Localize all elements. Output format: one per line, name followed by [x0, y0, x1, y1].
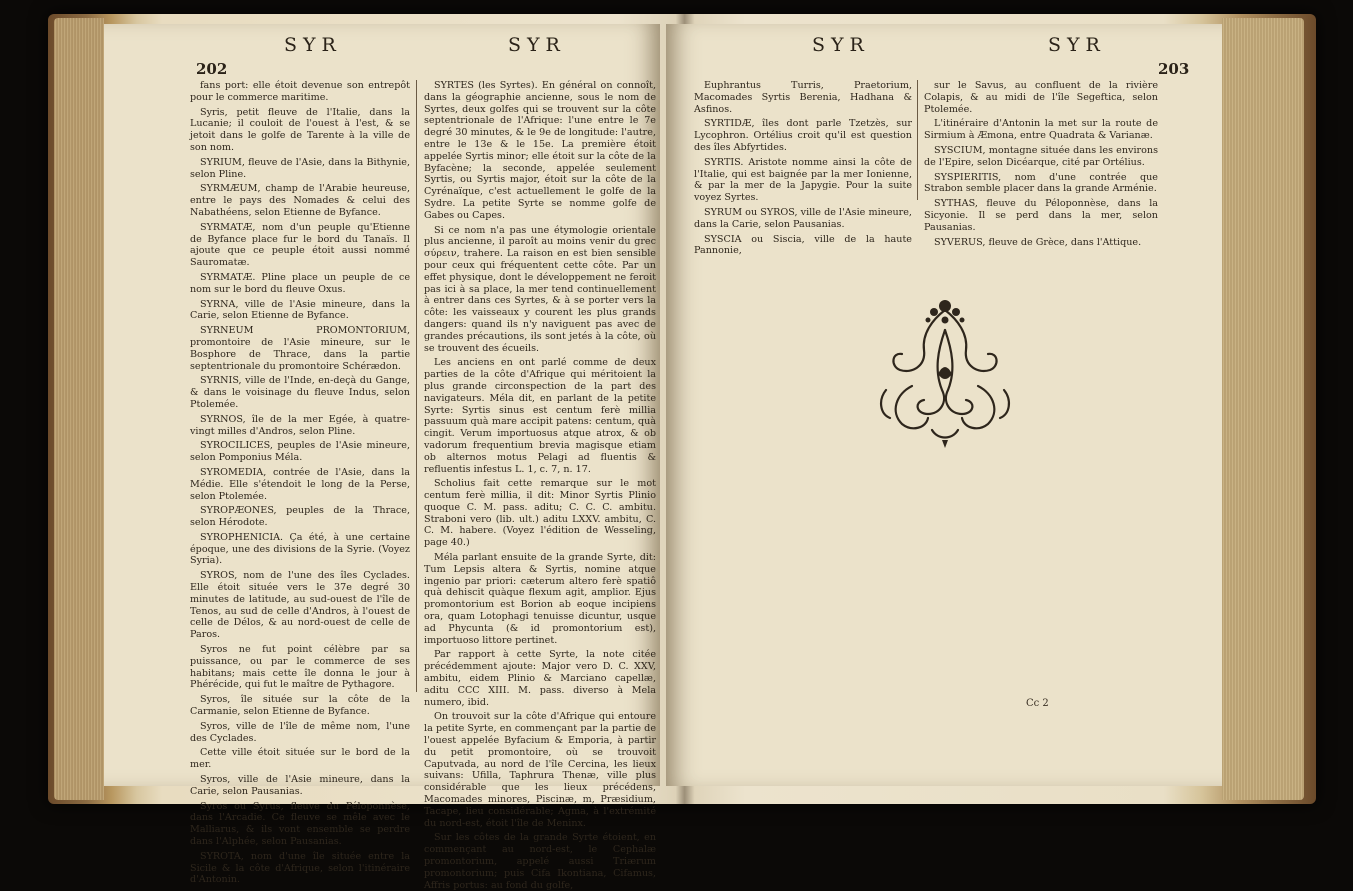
entry-paragraph: Syris, petit fleuve de l'Italie, dans la Lucanie; il couloit de l'ouest à l'est, & se jetoit dans le golfe de Tarente à la ville de son nom.	[190, 106, 410, 153]
entry-paragraph: SYROTA, nom d'une île située entre la Sicile & la côte d'Afrique, selon l'itinéraire d'Antonin.	[190, 850, 410, 886]
printer-signature: Cc 2	[1026, 698, 1049, 709]
entry-paragraph: SYROMEDIA, contrée de l'Asie, dans la Médie. Elle s'étendoit le long de la Perse, selon Ptolemée.	[190, 466, 410, 502]
column-rule	[416, 80, 417, 692]
entry-paragraph: SYRNEUM PROMONTORIUM, promontoire de l'Asie mineure, sur le Bosphore de Thrace, dans la partie septentrionale du promontoire Schérædon.	[190, 325, 410, 372]
entry-paragraph: SYRTIDÆ, îles dont parle Tzetzès, sur Lycophron. Ortélius croit qu'il est question des îles Abfyrtides.	[694, 118, 912, 153]
entry-paragraph: SYTHAS, fleuve du Péloponnèse, dans la Sicyonie. Il se perd dans la mer, selon Pausanias.	[924, 198, 1158, 233]
entry-paragraph: SYRNA, ville de l'Asie mineure, dans la Carie, selon Etienne de Byfance.	[190, 298, 410, 322]
right-page-column-1	[694, 80, 912, 257]
entry-paragraph: SYRUM ou SYROS, ville de l'Asie mineure, dans la Carie, selon Pausanias.	[694, 206, 912, 230]
entry-paragraph: SYRIUM, fleuve de l'Asie, dans la Bithynie, selon Pline.	[190, 156, 410, 180]
page-number-left: 202	[196, 60, 228, 78]
entry-paragraph: Par rapport à cette Syrte, la note citée précédemment ajoute: Major vero D. C. XXV, ambitu, eidem Plinio & Marciano capellæ, aditu CCC XIII. M. pass. diverso à Mela numero, ibid.	[424, 649, 656, 708]
book-page-edges-left	[54, 18, 104, 800]
entry-paragraph: Syros, ville de l'île de même nom, l'une des Cyclades.	[190, 720, 410, 744]
entry-paragraph: SYROPHENICIA. Ça été, à une certaine époque, une des divisions de la Syrie. (Voyez Syria).	[190, 531, 410, 567]
entry-paragraph: fans port: elle étoit devenue son entrepôt pour le commerce maritime.	[190, 80, 410, 103]
entry-paragraph: SYRMÆUM, champ de l'Arabie heureuse, entre le pays des Nomades & celui des Nabathéens, selon Etienne de Byfance.	[190, 183, 410, 218]
entry-paragraph: Euphrantus Turris, Praetorium, Macomades Syrtis Berenia, Hadhana & Asfinos.	[694, 80, 912, 115]
entry-paragraph: SYRMATÆ, nom d'un peuple qu'Etienne de Byfance place fur le bord du Tanaïs. Il ajoute que ce peuple étoit aussi nommé Sauromatæ.	[190, 221, 410, 269]
entry-paragraph: SYRNOS, île de la mer Egée, à quatre-vingt milles d'Andros, selon Pline.	[190, 413, 410, 437]
page-number-right: 203	[1158, 60, 1190, 78]
running-head-left-1: SYR	[284, 34, 342, 56]
entry-paragraph: SYRNIS, ville de l'Inde, en-deçà du Gange, & dans le voisinage du fleuve Indus, selon Ptolemée.	[190, 375, 410, 410]
running-head-right-2: SYR	[1048, 34, 1106, 56]
entry-paragraph: Scholius fait cette remarque sur le mot centum ferè millia, il dit: Minor Syrtis Plinio quoque C. M. pass. aditu; C. C. C. ambitu. Straboni vero (lib. ult.) aditu LXXV. ambitu, C. C. M. habere. (Voyez l'édition de Wesseling, page 40.)	[424, 478, 656, 549]
entry-paragraph: SYSCIA ou Siscia, ville de la haute Pannonie,	[694, 233, 912, 257]
entry-paragraph: Cette ville étoit située sur le bord de la mer.	[190, 747, 410, 771]
book-page-edges-right	[1222, 18, 1304, 800]
entry-paragraph: SYRTIS. Aristote nomme ainsi la côte de l'Italie, qui est baignée par la mer Ionienne, & par la mer de la Japygie. Pour la suite voyez Syrtes.	[694, 156, 912, 204]
vignette-ornament	[872, 290, 1018, 450]
entry-paragraph: Méla parlant ensuite de la grande Syrte, dit: Tum Lepsis altera & Syrtis, nomine atque ingenio par priori: cæterum altero ferè spatiô quà dehiscit quàque flexum agit, amplior. Ejus promontorium est Borion ab eoque incipiens ora, quam Lotophagi tenuisse dicuntur, usque ad Phycunta (& id promontorium est), importuoso littore pertinet.	[424, 552, 656, 646]
running-head-right-1: SYR	[812, 34, 870, 56]
entry-paragraph: SYROS, nom de l'une des îles Cyclades. Elle étoit située vers le 37e degré 30 minutes de latitude, au sud-ouest de l'île de Tenos, au sud de celle d'Andros, à l'ouest de celle de Délos, & au nord-ouest de celle de Paros.	[190, 570, 410, 641]
entry-paragraph: On trouvoit sur la côte d'Afrique qui entoure la petite Syrte, en commençant par la partie de l'ouest appelée Byfacium & Emporia, à partir du petit promontoire, où se trouvoit Caputvada, au nord de l'île Cercina, les lieux suivans: Ufilla, Taphrura Thenæ, ville plus considérable que les lieux précédens, Macomades minores, Piscinæ, m, Præsidium, Tacape, lieu considérable; Agma, à l'extrémité du nord-est, étoit l'île de Meninx.	[424, 711, 656, 829]
entry-paragraph: Syros ou Syrus, fleuve du Péloponnèse, dans l'Arcadie. Ce fleuve se mêle avec le Malliarus, & ils vont ensemble se perdre dans l'Alphée, selon Pausanias.	[190, 800, 410, 848]
entry-paragraph: SYROCILICES, peuples de l'Asie mineure, selon Pomponius Méla.	[190, 440, 410, 464]
left-page-column-2	[424, 80, 656, 891]
entry-paragraph: Syros, île située sur la côte de la Carmanie, selon Etienne de Byfance.	[190, 694, 410, 718]
entry-paragraph: L'itinéraire d'Antonin la met sur la route de Sirmium à Æmona, entre Quadrata & Varianæ.	[924, 118, 1158, 142]
entry-paragraph: SYVERUS, fleuve de Grèce, dans l'Attique.	[934, 236, 1142, 248]
entry-paragraph: Sur les côtes de la grande Syrte étoient, en commençant au nord-est, le Cephalæ promontorium, appelé aussi Triærum promontorium; puis Cifa Ikontiana, Cifamus, Affris portus: au fond du golfe,	[424, 832, 656, 891]
entry-paragraph: SYROPÆONES, peuples de la Thrace, selon Hérodote.	[190, 505, 410, 529]
entry-paragraph: SYSCIUM, montagne située dans les environs de l'Epire, selon Dicéarque, cité par Ortélius.	[924, 144, 1158, 168]
entry-paragraph: SYRMATÆ. Pline place un peuple de ce nom sur le bord du fleuve Oxus.	[190, 271, 410, 295]
entry-paragraph: SYSPIERITIS, nom d'une contrée que Strabon semble placer dans la grande Arménie.	[924, 171, 1158, 195]
entry-paragraph: Syros ne fut point célèbre par sa puissance, ou par le commerce de ses habitans; mais cette île donna le jour à Phérécide, qui fut le maître de Pythagore.	[190, 644, 410, 691]
entry-paragraph: sur le Savus, au confluent de la rivière Colapis, & au midi de l'île Segeftica, selon Ptolemée.	[924, 80, 1158, 115]
left-page-column-1	[190, 80, 410, 886]
entry-paragraph: SYRTES (les Syrtes). En général on connoît, dans la géographie ancienne, sous le nom de Syrtes, deux golfes qui se trouvent sur la côte septentrionale de l'Afrique: l'une entre le 7e degré 30 minutes, & le 9e de longitude: l'autre, entre le 13e & le 15e. La première étoit appelée Syrtis minor; elle étoit sur la côte de la Byfacène; la seconde, appelée seulement Syrtis, ou Syrtis major, étoit sur la côte de la Cyrénaïque, c'est actuellement le golfe de la Sydre. La petite Syrte se nomme golfe de Gabes ou Capes.	[424, 80, 656, 221]
running-head-left-2: SYR	[508, 34, 566, 56]
entry-paragraph: Si ce nom n'a pas une étymologie orientale plus ancienne, il paroît au moins venir du grec σύρειν, trahere. La raison en est bien sensible pour ceux qui fréquentent cette côte. Par un effet physique, dont le développement ne feroit pas ici à sa place, la mer tend continuellement à entrer dans ces Syrtes, & à se porter vers la côte: les vaisseaux y courent les plus grands dangers: quand ils n'y naviguent pas avec de grandes précautions, ils sont jetés à la côte, où se trouvent des écueils.	[424, 224, 656, 354]
column-rule	[917, 80, 918, 200]
right-page-column-2	[924, 80, 1158, 248]
entry-paragraph: Syros, ville de l'Asie mineure, dans la Carie, selon Pausanias.	[190, 774, 410, 797]
entry-paragraph: Les anciens en ont parlé comme de deux parties de la côte d'Afrique qui méritoient la plus grande circonspection de la part des navigateurs. Méla dit, en parlant de la petite Syrte: Syrtis sinus est centum ferè millia passuum quà mare accipit patens: centum, quà cingit. Verum importuosus atque atrox, & ob vadorum frequentium brevia magisque etiam ob alternos motus Pelagi ad fluentis & refluentis infestus L. 1, c. 7, n. 17.	[424, 357, 656, 475]
